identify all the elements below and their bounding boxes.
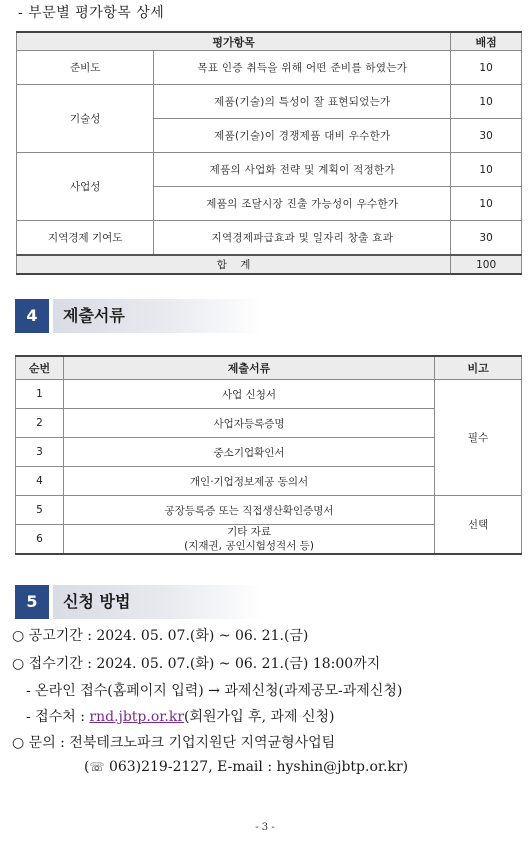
score-cell: 30 [451,119,522,153]
contact-phone-email: 063)219-2127, E-mail : hyshin@jbtp.or.kr) [108,759,409,775]
announce-period: ○ 공고기간 : 2024. 05. 07.(화) ~ 06. 21.(금) [12,628,309,644]
submission-place-label: - 접수처 : [26,709,90,725]
header-eval-item: 평가항목 [17,32,451,51]
document-name: 개인·기업정보제공 동의서 [63,467,434,496]
receive-period: ○ 접수기간 : 2024. 05. 07.(화) ~ 06. 21.(금) 18:00까지 [12,656,381,672]
header-note: 비고 [435,356,522,380]
row-number: 3 [16,438,64,467]
note-optional: 선택 [435,496,522,555]
table-row [17,221,522,256]
header-score: 배점 [451,32,522,51]
document-name: 중소기업확인서 [63,438,434,467]
telephone-icon: ☏ [89,760,105,774]
table-row [16,496,522,525]
row-number: 2 [16,409,64,438]
note-required: 필수 [435,380,522,496]
table-row [17,85,522,119]
row-number: 4 [16,467,64,496]
page-number: - 3 - [255,822,275,833]
contact-line: ○ 문의 : 전북테크노파크 기업지원단 지역균형사업팀 [12,735,336,751]
header-no: 순번 [16,356,64,380]
total-label: 합 계 [17,255,451,274]
category-cell: 기술성 [17,85,154,153]
section-title: 제출서류 [53,299,263,333]
total-row [17,255,522,274]
document-name-line2: (지재권, 공인시험성적서 등) [184,540,314,552]
section-5-heading [15,585,275,619]
total-score: 100 [451,255,522,274]
section-4-heading [15,299,275,333]
table-header-row [17,32,522,51]
row-number: 5 [16,496,64,525]
contact-phone-line [84,759,408,775]
document-name: 사업 신청서 [63,380,434,409]
criteria-cell: 제품의 조달시장 진출 가능성이 우수한가 [154,187,451,221]
table-row [16,380,522,409]
criteria-cell: 제품(기술)이 경쟁제품 대비 우수한가 [154,119,451,153]
table-header-row [16,356,522,380]
submission-site-link[interactable]: rnd.jbtp.or.kr [89,709,185,725]
criteria-cell: 목표 인증 취득을 위해 어떤 준비를 하였는가 [154,51,451,85]
row-number: 6 [16,525,64,555]
category-cell: 사업성 [17,153,154,221]
criteria-cell: 제품(기술)의 특성이 잘 표현되었는가 [154,85,451,119]
online-submission: - 온라인 접수(홈페이지 입력) → 과제신청(과제공모-과제신청) [26,683,403,699]
section-number: 4 [15,299,49,333]
document-name-line1: 기타 자료 [227,526,271,538]
open-paren: ( [84,759,90,775]
section-title: 신청 방법 [53,585,263,619]
row-number: 1 [16,380,64,409]
sub-heading: - 부문별 평가항목 상세 [18,5,165,21]
category-cell: 준비도 [17,51,154,85]
table-row [17,51,522,85]
document-name: 공장등록증 또는 직접생산확인증명서 [63,496,434,525]
score-cell: 10 [451,187,522,221]
documents-table [15,355,522,555]
header-document: 제출서류 [63,356,434,380]
criteria-cell: 제품의 사업화 전략 및 계획이 적정한가 [154,153,451,187]
score-cell: 10 [451,153,522,187]
score-cell: 10 [451,85,522,119]
criteria-cell: 지역경제파급효과 및 일자리 창출 효과 [154,221,451,256]
submission-place [26,706,335,726]
score-cell: 10 [451,51,522,85]
document-name: 사업자등록증명 [63,409,434,438]
document-name [63,525,434,555]
section-number: 5 [15,585,49,619]
table-row [17,153,522,187]
score-cell: 30 [451,221,522,256]
category-cell: 지역경제 기여도 [17,221,154,256]
evaluation-table [16,31,522,275]
submission-place-note: (회원가입 후, 과제 신청) [184,709,335,725]
